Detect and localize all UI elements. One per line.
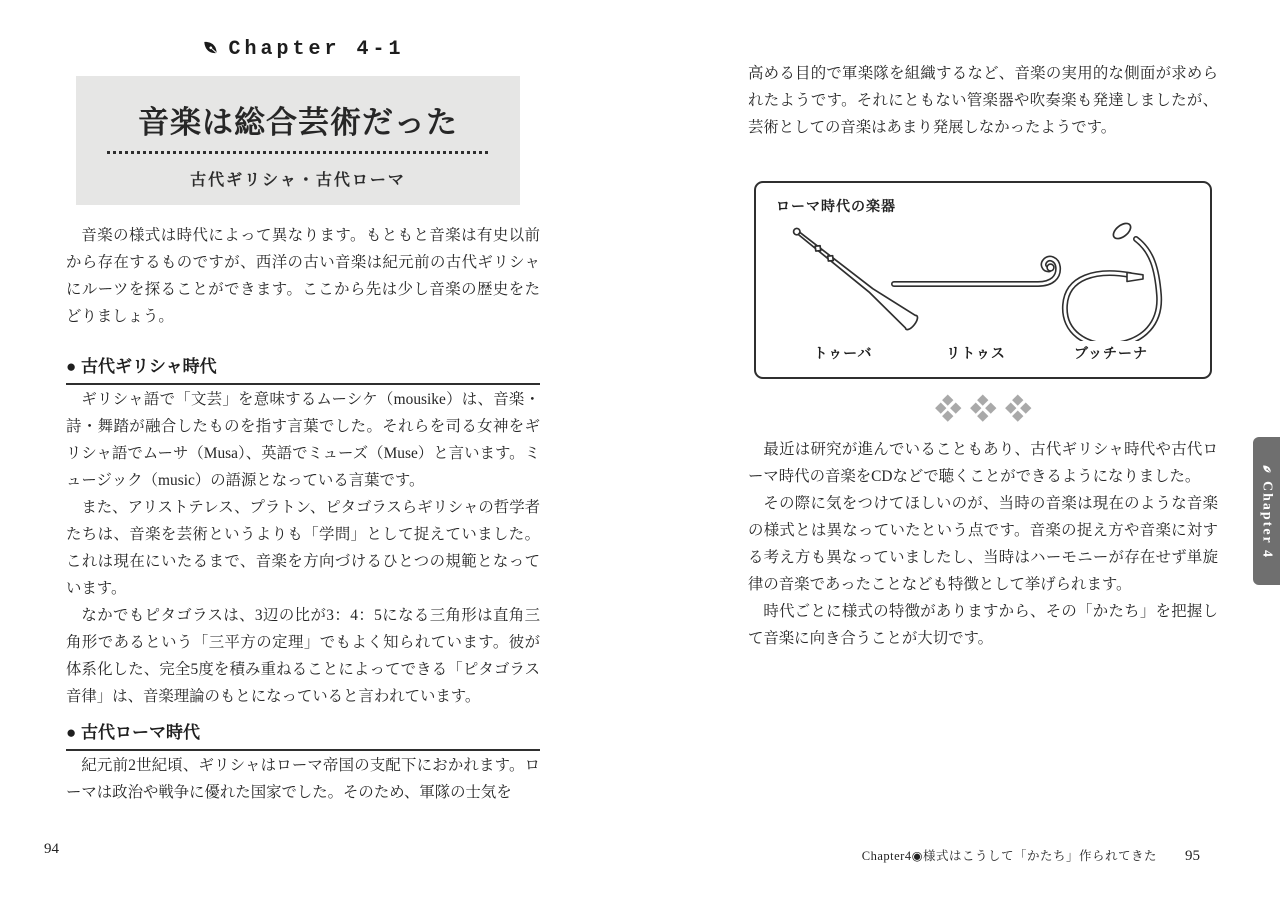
paragraph: ギリシャ語で「文芸」を意味するムーシケ（mousike）は、音楽・詩・舞踏が融合したものを指す言葉でした。それらを司る女神をギリシャ語でムーサ（Musa）、英語でミューズ（Muse）と言います。ミュージック（music）の語源となっている言葉です。 (66, 391, 540, 489)
paragraph: 時代ごとに様式の特徴がありますから、その「かたち」を把握して音楽に向き合うことが大切です。 (748, 603, 1218, 647)
pen-nib-icon (201, 38, 220, 57)
section-rome-text: 紀元前2世紀頃、ギリシャはローマ帝国の支配下におかれます。ローマは政治や戦争に優れた国家でした。そのため、軍隊の士気を (66, 757, 540, 801)
footer (748, 846, 1200, 865)
figure-roman-instruments (754, 181, 1212, 379)
section-title-box (76, 76, 520, 205)
page-title: 音楽は総合芸術だった (138, 105, 458, 140)
paragraph: 最近は研究が進んでいることもあり、古代ギリシャ時代や古代ローマ時代の音楽をCDなどで聴くことができるようになりました。 (748, 441, 1218, 485)
figure-caption: ローマ時代の楽器 (776, 198, 896, 214)
diamond-cluster-icon (1007, 396, 1030, 419)
paragraph: その際に気をつけてほしいのが、当時の音楽は現在のような音楽の様式とは異なっていたという点です。音楽の捉え方や音楽に対する考え方も異なっていましたし、当時はハーモニーが存在せず単旋律の音楽であったことなども特徴として挙げられます。 (748, 495, 1218, 593)
section-greek-text (66, 386, 540, 710)
instrument-label-tuba: トゥーバ (813, 345, 873, 361)
chapter-tab-label: Chapter 4 (1259, 480, 1275, 560)
section-heading-rome: ● 古代ローマ時代 (66, 718, 540, 751)
page-number-right: 95 (1185, 848, 1200, 864)
paragraph: なかでもピタゴラスは、3辺の比が3：4：5になる三角形は直角三角形であるという「三平方の定理」でもよく知られています。彼が体系化した、完全5度を積み重ねることによってできる「ピタゴラス音律」は、音楽理論のもとになっていると言われています。 (66, 607, 540, 705)
section-heading-greek: ● 古代ギリシャ時代 (66, 352, 540, 385)
diamond-cluster-icon (937, 396, 960, 419)
tuba-drawing (789, 223, 920, 332)
pen-nib-icon (1261, 463, 1273, 475)
right-body-text (748, 436, 1218, 652)
lituus-drawing (894, 259, 1058, 284)
page-left (66, 0, 540, 898)
dotted-divider (107, 151, 489, 154)
instrument-label-buccina: ブッチーナ (1073, 345, 1149, 361)
page-subtitle: 古代ギリシャ・古代ローマ (190, 172, 406, 189)
chapter-heading (66, 38, 540, 61)
page-number-left: 94 (44, 841, 59, 857)
running-footer: Chapter4◉様式はこうして「かたち」作られてきた (861, 849, 1157, 863)
instruments-illustration (756, 211, 1214, 341)
section-divider (748, 396, 1218, 422)
paragraph: また、アリストテレス、プラトン、ピタゴラスらギリシャの哲学者たちは、音楽を芸術というよりも「学問」として捉えていました。これは現在にいたるまで、音楽を方向づけるひとつの規範となっています。 (66, 499, 540, 597)
continuation-paragraph: 高める目的で軍楽隊を組織するなど、音楽の実用的な側面が求められたようです。それにともない管楽器や吹奏楽も発達しましたが、芸術としての音楽はあまり発展しなかったようです。 (748, 65, 1218, 136)
buccina-drawing (1065, 220, 1159, 341)
chapter-tab (1253, 437, 1280, 585)
instrument-label-lituus: リトゥス (946, 345, 1006, 361)
page-right (748, 0, 1218, 898)
intro-paragraph: 音楽の様式は時代によって異なります。もともと音楽は有史以前から存在するものですが、西洋の古い音楽は紀元前の古代ギリシャにルーツを探ることができます。ここから先は少し音楽の歴史をたどりましょう。 (66, 227, 540, 325)
chapter-label: Chapter 4-1 (228, 38, 405, 61)
diamond-cluster-icon (972, 396, 995, 419)
